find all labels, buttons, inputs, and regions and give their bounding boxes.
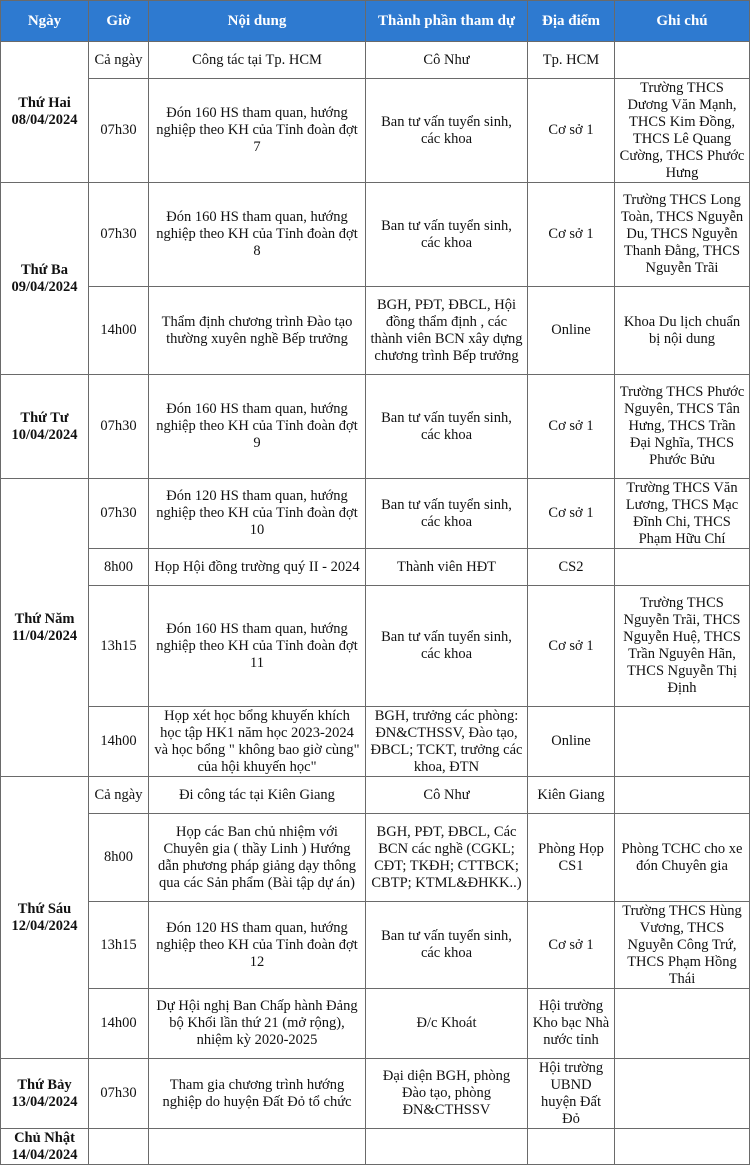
attendees-cell: Đ/c Khoát	[366, 989, 528, 1059]
day-name: Thứ Tư	[20, 409, 69, 426]
location-cell: Online	[528, 707, 615, 777]
note-cell: Trường THCS Hùng Vương, THCS Nguyễn Công Trứ, THCS Phạm Hồng Thái	[615, 902, 750, 989]
day-cell	[1, 1059, 89, 1129]
note-cell	[615, 707, 750, 777]
day-date: 10/04/2024	[11, 426, 78, 443]
table-row	[1, 79, 750, 183]
attendees-cell: Ban tư vấn tuyển sinh, các khoa	[366, 183, 528, 287]
attendees-cell: BGH, PĐT, ĐBCL, Hội đồng thẩm định , các thành viên BCN xây dựng chương trình Bếp trưởng	[366, 287, 528, 375]
note-cell: Trường THCS Dương Văn Mạnh, THCS Kim Đồng, THCS Lê Quang Cường, THCS Phước Hưng	[615, 79, 750, 183]
note-cell	[615, 42, 750, 79]
time-cell: 07h30	[89, 375, 149, 479]
table-row	[1, 42, 750, 79]
content-cell: Thẩm định chương trình Đào tạo thường xuyên nghề Bếp trưởng	[149, 287, 366, 375]
table-row	[1, 183, 750, 287]
location-cell: Hội trường UBND huyện Đất Đỏ	[528, 1059, 615, 1129]
note-cell: Khoa Du lịch chuẩn bị nội dung	[615, 287, 750, 375]
attendees-cell: Ban tư vấn tuyển sinh, các khoa	[366, 586, 528, 707]
time-cell: 07h30	[89, 183, 149, 287]
time-cell: 14h00	[89, 707, 149, 777]
day-date: 11/04/2024	[11, 627, 78, 644]
day-date: 14/04/2024	[11, 1146, 78, 1163]
note-cell	[615, 1129, 750, 1165]
content-cell: Đón 120 HS tham quan, hướng nghiệp theo KH của Tỉnh đoàn đợt 12	[149, 902, 366, 989]
attendees-cell: Ban tư vấn tuyển sinh, các khoa	[366, 902, 528, 989]
time-cell: 07h30	[89, 479, 149, 549]
note-cell	[615, 1059, 750, 1129]
header-cell-attendees: Thành phần tham dự	[366, 1, 528, 42]
location-cell: Cơ sở 1	[528, 79, 615, 183]
time-cell: Cả ngày	[89, 42, 149, 79]
content-cell: Họp xét học bổng khuyến khích học tập HK1 năm học 2023-2024 và học bổng " không bao giờ cùng" của hội khuyến học"	[149, 707, 366, 777]
attendees-cell: Ban tư vấn tuyển sinh, các khoa	[366, 79, 528, 183]
header-cell-location: Địa điểm	[528, 1, 615, 42]
table-row	[1, 814, 750, 902]
time-cell: 14h00	[89, 287, 149, 375]
location-cell: CS2	[528, 549, 615, 586]
table-row	[1, 287, 750, 375]
day-date: 09/04/2024	[11, 278, 78, 295]
day-name: Chủ Nhật	[14, 1129, 75, 1146]
location-cell: Cơ sở 1	[528, 902, 615, 989]
attendees-cell: Thành viên HĐT	[366, 549, 528, 586]
day-cell	[1, 42, 89, 183]
day-cell	[1, 183, 89, 375]
note-cell: Trường THCS Long Toàn, THCS Nguyễn Du, THCS Nguyễn Thanh Đằng, THCS Nguyễn Trãi	[615, 183, 750, 287]
content-cell: Họp Hội đồng trường quý II - 2024	[149, 549, 366, 586]
time-cell: 07h30	[89, 79, 149, 183]
header-cell-note: Ghi chú	[615, 1, 750, 42]
attendees-cell: BGH, trưởng các phòng: ĐN&CTHSSV, Đào tạo, ĐBCL; TCKT, trưởng các khoa, ĐTN	[366, 707, 528, 777]
location-cell: Kiên Giang	[528, 777, 615, 814]
content-cell: Đón 160 HS tham quan, hướng nghiệp theo KH của Tỉnh đoàn đợt 8	[149, 183, 366, 287]
attendees-cell	[366, 1129, 528, 1165]
table-row	[1, 479, 750, 549]
location-cell: Tp. HCM	[528, 42, 615, 79]
content-cell: Đi công tác tại Kiên Giang	[149, 777, 366, 814]
note-cell: Trường THCS Nguyễn Trãi, THCS Nguyễn Huệ, THCS Trần Nguyên Hãn, THCS Nguyễn Thị Định	[615, 586, 750, 707]
table-row	[1, 586, 750, 707]
note-cell	[615, 777, 750, 814]
content-cell: Tham gia chương trình hướng nghiệp do huyện Đất Đỏ tổ chức	[149, 1059, 366, 1129]
note-cell: Trường THCS Phước Nguyên, THCS Tân Hưng, THCS Trần Đại Nghĩa, THCS Phước Bửu	[615, 375, 750, 479]
time-cell	[89, 1129, 149, 1165]
header-row	[1, 1, 750, 42]
day-cell	[1, 479, 89, 777]
content-cell: Đón 160 HS tham quan, hướng nghiệp theo KH của Tỉnh đoàn đợt 9	[149, 375, 366, 479]
table-row	[1, 777, 750, 814]
content-cell: Công tác tại Tp. HCM	[149, 42, 366, 79]
day-cell	[1, 777, 89, 1059]
day-name: Thứ Bảy	[17, 1076, 72, 1093]
time-cell: 13h15	[89, 586, 149, 707]
location-cell: Cơ sở 1	[528, 479, 615, 549]
content-cell: Đón 120 HS tham quan, hướng nghiệp theo KH của Tỉnh đoàn đợt 10	[149, 479, 366, 549]
attendees-cell: Ban tư vấn tuyển sinh, các khoa	[366, 375, 528, 479]
day-date: 08/04/2024	[11, 112, 78, 128]
table-row	[1, 1059, 750, 1129]
header-cell-time: Giờ	[89, 1, 149, 42]
header-cell-day: Ngày	[1, 1, 89, 42]
content-cell	[149, 1129, 366, 1165]
location-cell: Online	[528, 287, 615, 375]
attendees-cell: Ban tư vấn tuyển sinh, các khoa	[366, 479, 528, 549]
day-name: Thứ Năm	[14, 610, 75, 627]
table-row	[1, 1129, 750, 1165]
day-name: Thứ Sáu	[17, 900, 72, 917]
day-date: 13/04/2024	[11, 1093, 78, 1110]
content-cell: Họp các Ban chủ nhiệm với Chuyên gia ( thầy Linh ) Hướng dẫn phương pháp giảng dạy thông qua các Sản phẩm (Bài tập dự án)	[149, 814, 366, 902]
note-cell: Trường THCS Văn Lương, THCS Mạc Đĩnh Chi, THCS Phạm Hữu Chí	[615, 479, 750, 549]
location-cell: Cơ sở 1	[528, 586, 615, 707]
day-name: Thứ Ba	[21, 261, 68, 278]
day-cell	[1, 1129, 89, 1165]
time-cell: 07h30	[89, 1059, 149, 1129]
table-row	[1, 707, 750, 777]
attendees-cell: Cô Như	[366, 777, 528, 814]
time-cell: Cả ngày	[89, 777, 149, 814]
time-cell: 8h00	[89, 814, 149, 902]
note-cell: Phòng TCHC cho xe đón Chuyên gia	[615, 814, 750, 902]
location-cell: Phòng Họp CS1	[528, 814, 615, 902]
attendees-cell: Cô Như	[366, 42, 528, 79]
time-cell: 14h00	[89, 989, 149, 1059]
content-cell: Đón 160 HS tham quan, hướng nghiệp theo KH của Tỉnh đoàn đợt 11	[149, 586, 366, 707]
note-cell	[615, 549, 750, 586]
attendees-cell: BGH, PĐT, ĐBCL, Các BCN các nghề (CGKL; CĐT; TKĐH; CTTBCK; CBTP; KTML&ĐHKK..)	[366, 814, 528, 902]
header-cell-content: Nội dung	[149, 1, 366, 42]
table-row	[1, 989, 750, 1059]
note-cell	[615, 989, 750, 1059]
table-row	[1, 902, 750, 989]
location-cell: Cơ sở 1	[528, 375, 615, 479]
location-cell: Hội trường Kho bạc Nhà nước tỉnh	[528, 989, 615, 1059]
location-cell: Cơ sở 1	[528, 183, 615, 287]
table-row	[1, 375, 750, 479]
day-name: Thứ Hai	[18, 95, 71, 111]
attendees-cell: Đại diện BGH, phòng Đào tạo, phòng ĐN&CTHSSV	[366, 1059, 528, 1129]
day-cell	[1, 375, 89, 479]
day-date: 12/04/2024	[11, 917, 78, 934]
location-cell	[528, 1129, 615, 1165]
time-cell: 13h15	[89, 902, 149, 989]
content-cell: Đón 160 HS tham quan, hướng nghiệp theo KH của Tỉnh đoàn đợt 7	[149, 79, 366, 183]
content-cell: Dự Hội nghị Ban Chấp hành Đảng bộ Khối lần thứ 21 (mở rộng), nhiệm kỳ 2020-2025	[149, 989, 366, 1059]
time-cell: 8h00	[89, 549, 149, 586]
table-row	[1, 549, 750, 586]
